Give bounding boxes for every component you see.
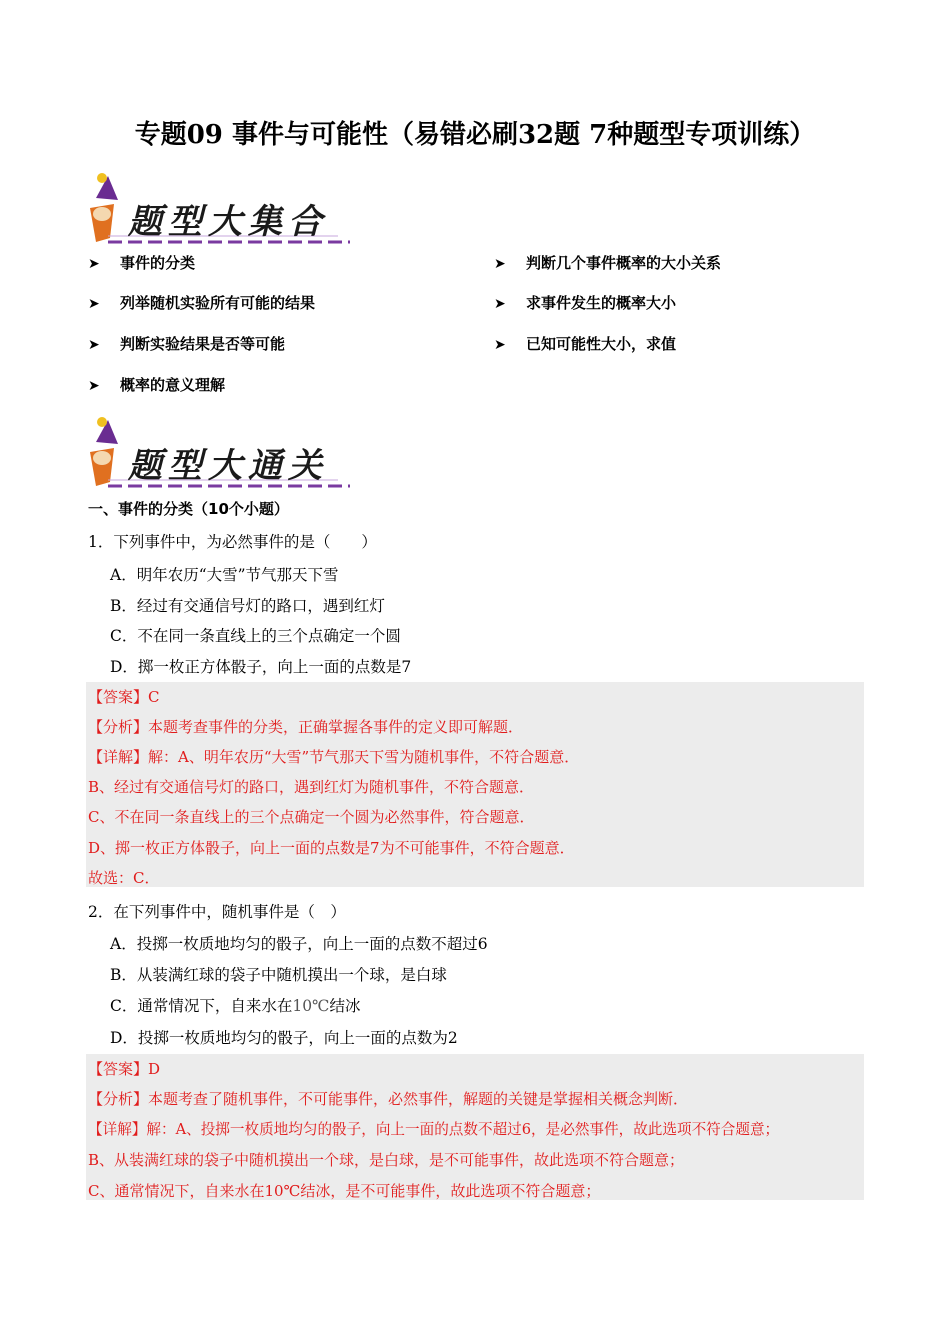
option-c: C．不在同一条直线上的三个点确定一个圆 [110,627,401,645]
banner-topic-collection [88,168,350,258]
topic-item: ➤ 已知可能性大小，求值 [494,335,677,353]
detail-line: 【详解】解：A、明年农历“大雪”节气那天下雪为随机事件，不符合题意． [88,748,580,766]
topic-item: ➤ 概率的意义理解 [88,376,226,394]
arrow-icon: ➤ [494,296,506,312]
detail-line: 【详解】解：A、投掷一枚质地均匀的骰子，向上一面的点数不超过6，是必然事件，故此选项不符合题意； [88,1121,780,1138]
temperature-value: 10℃ [264,1182,301,1200]
topic-item: ➤ 事件的分类 [88,254,196,272]
question-stem: 1．下列事件中，为必然事件的是（ ） [88,533,377,551]
arrow-icon: ➤ [494,337,506,353]
topic-item: ➤ 求事件发生的概率大小 [494,294,677,312]
option-d: D．掷一枚正方体骰子，向上一面的点数是7 [110,658,412,676]
option-a: A．投掷一枚质地均匀的骰子，向上一面的点数不超过6 [110,935,488,953]
conclusion-line: 故选：C． [88,869,160,887]
arrow-icon: ➤ [88,256,100,272]
answer-line: 【答案】D [88,1060,161,1078]
detail-line: D、掷一枚正方体骰子，向上一面的点数是7为不可能事件，不符合题意． [88,839,575,857]
option-b: B．从装满红球的袋子中随机摸出一个球，是白球 [110,966,447,984]
option-d: D．投掷一枚质地均匀的骰子，向上一面的点数为2 [110,1029,458,1047]
arrow-icon: ➤ [88,378,100,394]
section-heading: 一、事件的分类（10个小题） [88,500,289,518]
page-title: 专题09 事件与可能性（易错必刷32题 7种题型专项训练） [134,120,816,150]
arrow-icon: ➤ [88,296,100,312]
topic-item: ➤ 列举随机实验所有可能的结果 [88,294,316,312]
analysis-line: 【分析】本题考查了随机事件，不可能事件，必然事件，解题的关键是掌握相关概念判断． [88,1090,689,1108]
detail-line: C、通常情况下，自来水在10℃结冰，是不可能事件，故此选项不符合题意； [88,1182,601,1200]
arrow-icon: ➤ [494,256,506,272]
detail-line: B、经过有交通信号灯的路口，遇到红灯为随机事件，不符合题意． [88,778,535,796]
banner-title: 题型大通关 [128,446,328,486]
detail-line: C、不在同一条直线上的三个点确定一个圆为必然事件，符合题意． [88,808,535,826]
banner-title: 题型大集合 [128,202,328,242]
temperature-value: 10℃ [292,997,330,1015]
option-a: A．明年农历“大雪”节气那天下雪 [110,566,339,584]
arrow-icon: ➤ [88,337,100,353]
banner-topic-practice [88,412,350,502]
detail-line: B、从装满红球的袋子中随机摸出一个球，是白球，是不可能事件，故此选项不符合题意； [88,1151,685,1169]
analysis-line: 【分析】本题考查事件的分类，正确掌握各事件的定义即可解题． [88,718,524,736]
option-c: C．通常情况下，自来水在10℃结冰 [110,997,361,1015]
answer-line: 【答案】C [88,688,160,706]
option-b: B．经过有交通信号灯的路口，遇到红灯 [110,597,385,615]
question-stem: 2．在下列事件中，随机事件是（ ） [88,903,346,921]
topic-item: ➤ 判断几个事件概率的大小关系 [494,254,722,272]
topic-item: ➤ 判断实验结果是否等可能 [88,335,286,353]
